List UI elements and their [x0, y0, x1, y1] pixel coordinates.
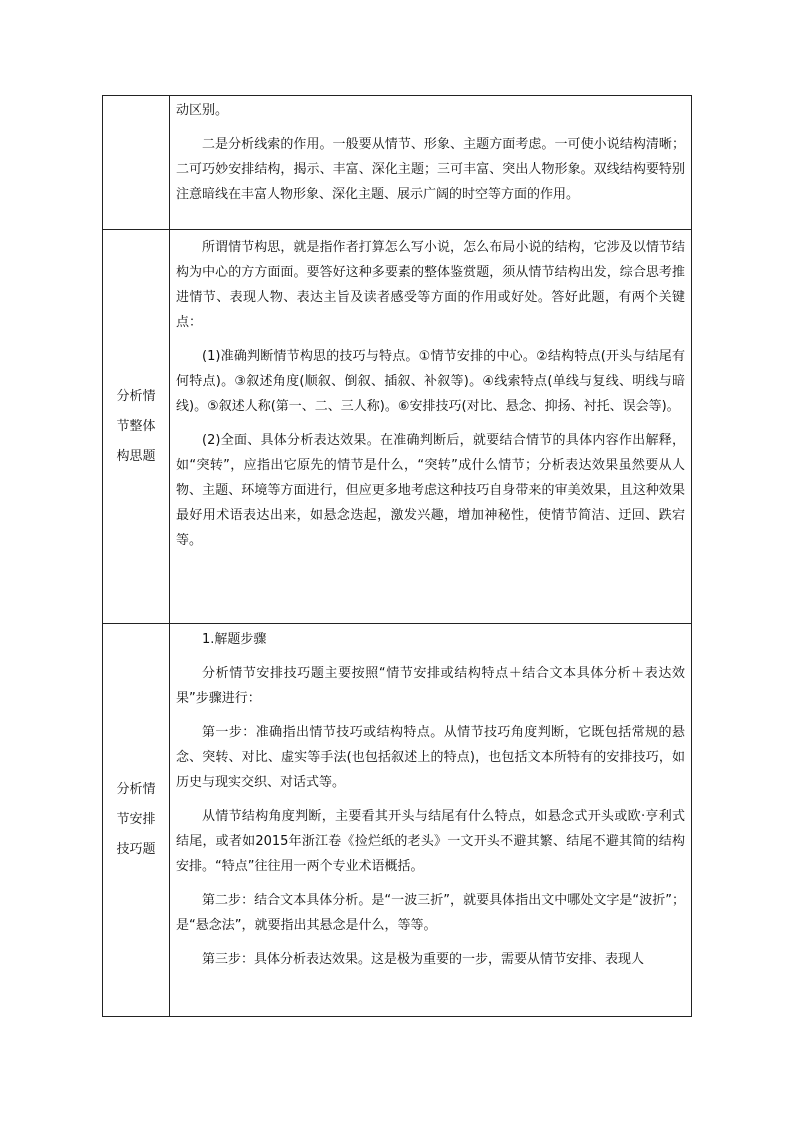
paragraph: 从情节结构角度判断，主要看其开头与结尾有什么特点，如悬念式开头或欧·亨利式结尾，或者如2015年浙江卷《捡烂纸的老头》一文开头不避其繁、结尾不避其简的结构安排。“特点”往往用一两个专业术语概括。 [176, 809, 685, 874]
section-heading: 1.解题步骤 [202, 632, 267, 647]
paragraph: 分析情节安排技巧题主要按照“情节安排或结构特点＋结合文本具体分析＋表达效果”步骤进行： [176, 666, 685, 706]
table-row [103, 230, 692, 624]
row-content-cell [170, 230, 692, 624]
row-label-cell [103, 96, 170, 230]
paragraph: (1)准确判断情节构思的技巧与特点。①情节安排的中心。②结构特点(开头与结尾有何特点)。③叙述角度(顺叙、倒叙、插叙、补叙等)。④线索特点(单线与复线、明线与暗线)。⑤叙述人称(第一、二、三人称)。⑥安排技巧(对比、悬念、抑扬、衬托、误会等)。 [176, 349, 685, 414]
row-label: 分析情 节安排 技巧题 [116, 782, 156, 857]
paragraph: 二是分析线索的作用。一般要从情节、形象、主题方面考虑。一可使小说结构清晰；二可巧妙安排结构，揭示、丰富、深化主题；三可丰富、突出人物形象。双线结构要特别注意暗线在丰富人物形象、深化主题、展示广阔的时空等方面的作用。 [176, 137, 685, 202]
content-table [102, 95, 692, 1017]
paragraph: 第二步：结合文本具体分析。是“一波三折”，就要具体指出文中哪处文字是“波折”；是“悬念法”，就要指出其悬念是什么，等等。 [176, 893, 685, 933]
paragraph: (2)全面、具体分析表达效果。在准确判断后，就要结合情节的具体内容作出解释，如“突转”，应指出它原先的情节是什么，“突转”成什么情节；分析表达效果虽然要从人物、主题、环境等方面进行，但应更多地考虑这种技巧自身带来的审美效果，且这种效果最好用术语表达出来，如悬念迭起，激发兴趣，增加神秘性，使情节简洁、迂回、跌宕等。 [176, 433, 685, 548]
paragraph: 第一步：准确指出情节技巧或结构特点。从情节技巧角度判断，它既包括常规的悬念、突转、对比、虚实等手法(也包括叙述上的特点)，也包括文本所特有的安排技巧，如历史与现实交织、对话式等。 [176, 725, 685, 790]
row-content-cell [170, 96, 692, 230]
row-content-cell [170, 624, 692, 1017]
table-row [103, 624, 692, 1017]
row-label-cell [103, 624, 170, 1017]
paragraph: 第三步：具体分析表达效果。这是极为重要的一步，需要从情节安排、表现人 [202, 952, 645, 967]
row-label: 分析情 节整体 构思题 [116, 388, 156, 464]
paragraph: 所谓情节构思，就是指作者打算怎么写小说，怎么布局小说的结构，它涉及以情节结构为中心的方方面面。要答好这种多要素的整体鉴赏题，须从情节结构出发，综合思考推进情节、表现人物、表达主旨及读者感受等方面的作用或好处。答好此题，有两个关键点： [176, 240, 685, 330]
table-row [103, 96, 692, 230]
paragraph: 动区别。 [176, 103, 229, 118]
row-label-cell [103, 230, 170, 624]
